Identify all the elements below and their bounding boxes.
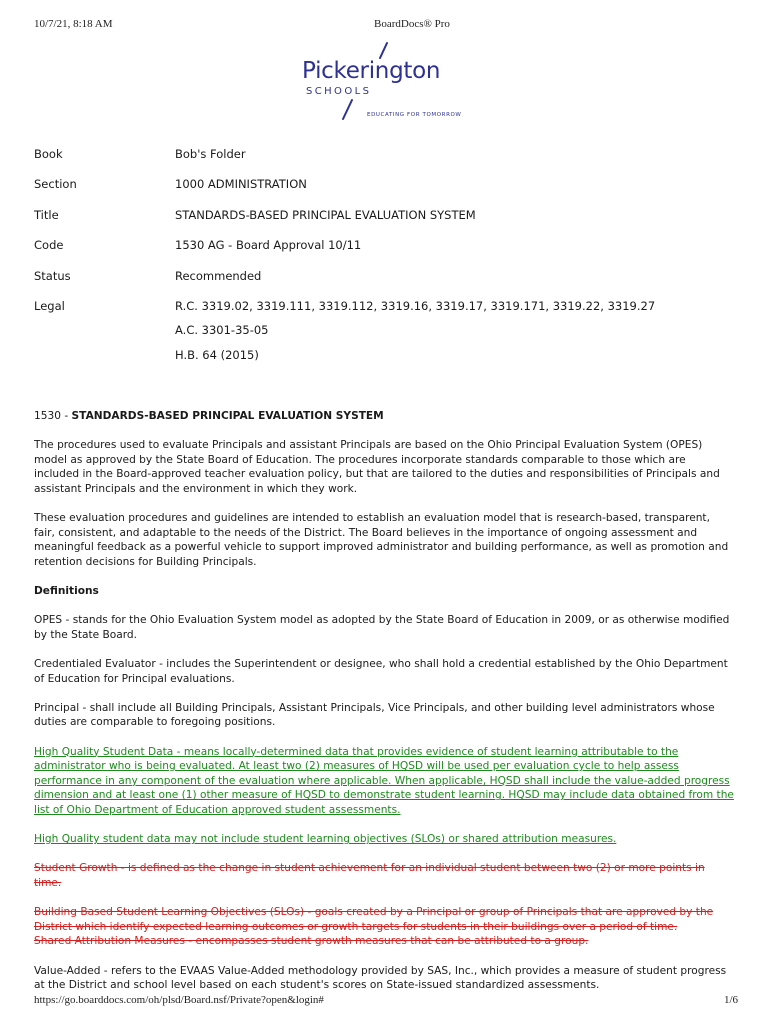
meta-row-book xyxy=(34,147,734,177)
deleted-definition-shared: Shared Attribution Measures - encompasses student growth measures that can be attributed to a group. xyxy=(34,935,589,948)
meta-row-title xyxy=(34,208,734,238)
inserted-definition-slo: High Quality student data may not include student learning objectives (SLOs) or shared attribution measures. xyxy=(34,833,617,846)
print-header xyxy=(0,6,770,30)
deleted-definition-growth: Student Growth - is defined as the change in student achievement for an individual student between two (2) or more points in time. xyxy=(34,862,705,889)
definition-value-added: Value-Added - refers to the EVAAS Value-Added methodology provided by SAS, Inc., which provides a measure of student progress at the District and school level based on each student's scores on State-issued standardized assessments. xyxy=(34,964,727,992)
definition-opes: OPES - stands for the Ohio Evaluation System model as adopted by the State Board of Education in 2009, or as otherwise modified by the State Board. xyxy=(34,614,730,641)
policy-body xyxy=(34,409,734,1007)
meta-row-code xyxy=(34,238,734,268)
meta-value: STANDARDS-BASED PRINCIPAL EVALUATION SYSTEM xyxy=(175,207,476,222)
legal-line: A.C. 3301-35-05 xyxy=(175,323,269,338)
definition-principal: Principal - shall include all Building Principals, Assistant Principals, Vice Principals, and other building level administrators whose duties are comparable to foregoing positions. xyxy=(34,701,715,729)
logo-name: Pickerington xyxy=(302,58,441,84)
meta-value: 1530 AG - Board Approval 10/11 xyxy=(175,238,362,253)
intro-paragraph: The procedures used to evaluate Principals and assistant Principals are based on the Ohio Principal Evaluation System (OPES) model as approved by the State Board of Education. The procedures incorporate standards comparable to those which are included in the Board-approved teacher evaluation policy, but that are tailored to the duties and responsibilities of Principals and assistant Principals and the environment in which they work. xyxy=(34,439,720,495)
policy-heading xyxy=(34,409,734,424)
legal-line: H.B. 64 (2015) xyxy=(175,347,259,362)
meta-label: Section xyxy=(34,177,77,192)
meta-value: Recommended xyxy=(175,268,262,283)
intro-paragraph: These evaluation procedures and guidelines are intended to establish an evaluation model that is research-based, transparent, fair, consistent, and adaptable to the needs of the District. The Board believes in the importance of ongoing assessment and meaningful feedback as a powerful vehicle to support improved administrator and building performance, as well as promotion and retention decisions for Building Principals. xyxy=(34,512,729,568)
policy-number: 1530 - xyxy=(34,410,72,422)
legal-references xyxy=(175,299,655,372)
deleted-definition-bbslo: Building Based Student Learning Objectives (SLOs) - goals created by a Principal or group of Principals that are approved by the District which identify expected learning outcomes or growth targets for students in their buildings over a period of time. xyxy=(34,906,714,933)
logo-schools: SCHOOLS xyxy=(306,86,372,97)
school-logo xyxy=(300,40,480,125)
meta-value: Bob's Folder xyxy=(175,147,246,161)
page-number: 1/6 xyxy=(723,994,738,1006)
policy-metadata xyxy=(34,147,734,362)
inserted-definition-hqsd: High Quality Student Data - means locally-determined data that provides evidence of student learning attributable to the administrator who is being evaluated. At least two (2) measures of HQSD will be used per evaluation cycle to help assess performance in any component of the evaluation where applicable. When applicable, HQSD shall include the value-added progress dimension and at least one (1) other measure of HQSD to demonstrate student learning. HQSD may include data obtained from the list of Ohio Department of Education approved student assessments. xyxy=(34,745,734,817)
meta-value: 1000 ADMINISTRATION xyxy=(175,177,307,192)
definition-evaluator: Credentialed Evaluator - includes the Superintendent or designee, who shall hold a credential established by the Ohio Department of Education for Principal evaluations. xyxy=(34,658,728,685)
print-footer xyxy=(0,994,770,1014)
print-date: 10/7/21, 8:18 AM xyxy=(34,18,113,30)
logo-tagline: EDUCATING FOR TOMORROW xyxy=(367,112,462,118)
print-url: https://go.boarddocs.com/oh/plsd/Board.nsf/Private?open&login# xyxy=(34,994,324,1006)
meta-label: Book xyxy=(34,147,63,161)
policy-title: STANDARDS-BASED PRINCIPAL EVALUATION SYSTEM xyxy=(71,410,384,422)
definitions-heading: Definitions xyxy=(34,585,99,598)
meta-row-status xyxy=(34,269,734,299)
meta-row-section xyxy=(34,177,734,207)
print-app-name: BoardDocs® Pro xyxy=(374,18,450,30)
meta-label: Code xyxy=(34,238,64,253)
meta-label: Legal xyxy=(34,298,65,313)
legal-line: R.C. 3319.02, 3319.111, 3319.112, 3319.16, 3319.17, 3319.171, 3319.22, 3319.27 xyxy=(175,298,656,313)
meta-label: Status xyxy=(34,268,71,283)
meta-row-legal xyxy=(34,298,734,362)
meta-label: Title xyxy=(34,207,59,222)
